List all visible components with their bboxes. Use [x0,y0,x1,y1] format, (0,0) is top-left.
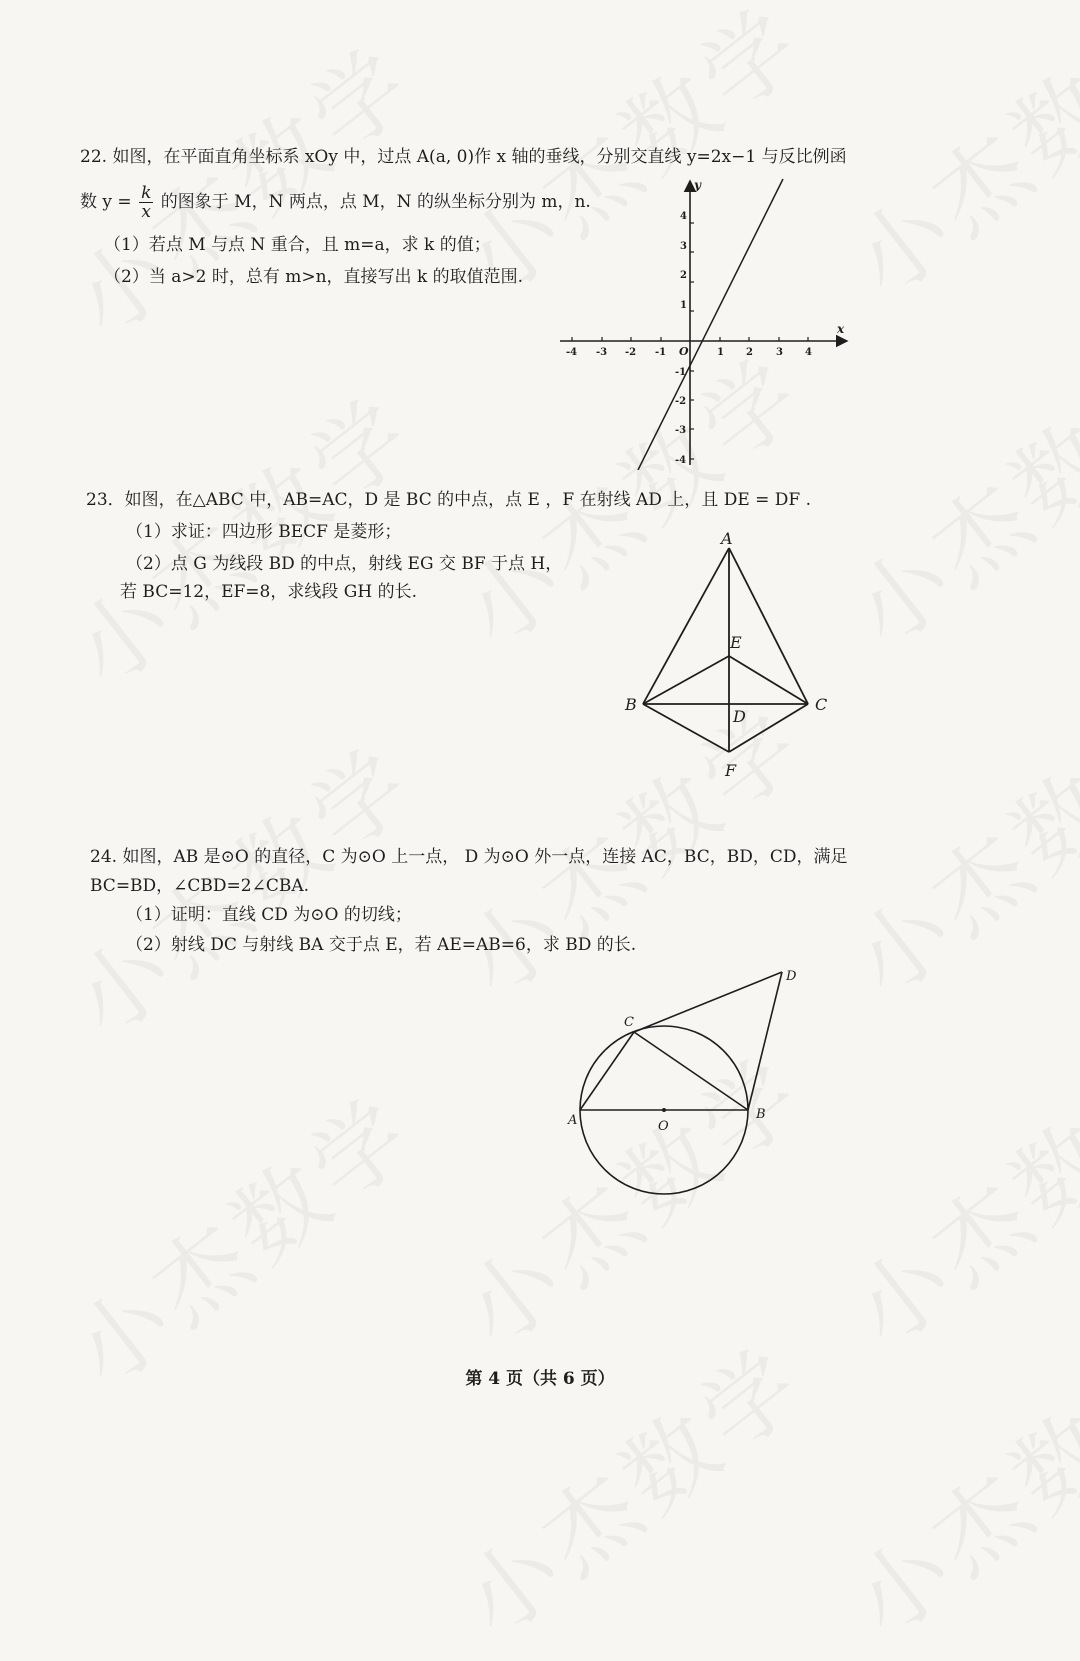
q24-part2: （2）射线 DC 与射线 BA 交于点 E，若 AE=AB=6，求 BD 的长. [126,935,637,955]
point-label-c: C [815,695,828,714]
point-label-c: C [624,1015,634,1030]
x-tick-label: 4 [805,347,812,358]
point-label-e: E [730,633,742,652]
y-tick-label: -1 [675,367,687,378]
watermark [822,1021,1080,1371]
point-label-a: A [721,529,733,548]
fraction-denominator: x [141,202,152,222]
triangle-rhombus-figure [615,528,845,783]
watermark [42,1061,438,1411]
line-y-2x-1 [638,179,783,470]
coordinate-plane-figure [555,175,855,470]
q22-line2-suffix: 的图象于 M，N 两点，点 M，N 的纵坐标分别为 m，n. [160,192,591,212]
watermark [822,0,1080,321]
q22-line2-prefix: 数 y = [80,192,132,212]
q24-part1: （1）证明：直线 CD 为⊙O 的切线； [126,905,412,925]
point-label-b: B [625,695,637,714]
x-tick-label: 1 [717,347,724,358]
point-label-o: O [658,1119,669,1134]
point-label-d: D [733,707,746,726]
point-label-a: A [568,1113,578,1128]
q24-stem-line2: BC=BD，∠CBD=2∠CBA. [90,876,310,896]
x-tick-label: 3 [776,347,783,358]
x-tick-label: -1 [655,347,667,358]
x-tick-label: -3 [596,347,608,358]
k-over-x-fraction [139,184,153,221]
q23-stem: 23．如图，在△ABC 中，AB=AC，D 是 BC 的中点，点 E ，F 在射线 AD 上，且 DE = DF . [86,490,812,510]
watermark [822,671,1080,1021]
y-tick-label: -3 [675,425,687,436]
circle-tangent-figure [560,960,810,1200]
q23-part2-line1: （2）点 G 为线段 BD 的中点，射线 EG 交 BF 于点 H， [126,554,563,574]
y-tick-label: 2 [680,270,687,281]
q22-stem-line1: 22. 如图，在平面直角坐标系 xOy 中，过点 A(a, 0)作 x 轴的垂线，分别交直线 y=2x−1 与反比例函 [80,147,847,167]
watermark [822,321,1080,671]
page-number-footer: 第 4 页（共 6 页） [465,1369,615,1389]
x-tick-label: -4 [566,347,578,358]
point-label-d: D [786,969,797,984]
point-label-f: F [725,761,737,780]
x-tick-label: 2 [746,347,753,358]
fraction-numerator: k [141,183,152,203]
q22-part2: （2）当 a>2 时，总有 m>n，直接写出 k 的取值范围. [104,267,524,287]
center-point [662,1108,666,1112]
origin-label: O [679,345,689,358]
q22-stem-line2 [80,180,591,224]
q24-stem-line1: 24. 如图，AB 是⊙O 的直径，C 为⊙O 上一点， D 为⊙O 外一点，连接 AC，BC，BD，CD，满足 [90,847,848,867]
y-tick-label: 4 [680,211,687,222]
y-axis-label: y [694,178,701,192]
x-tick-label: -2 [625,347,637,358]
x-axis-label: x [837,322,845,336]
y-tick-label: -4 [675,455,687,466]
y-tick-label: 3 [680,241,687,252]
y-tick-label: 1 [680,300,687,311]
q23-part1: （1）求证：四边形 BECF 是菱形； [126,522,402,542]
q22-part1: （1）若点 M 与点 N 重合，且 m=a，求 k 的值； [104,235,491,255]
point-label-b: B [756,1107,766,1122]
y-tick-label: -2 [675,396,687,407]
q23-part2-line2: 若 BC=12，EF=8，求线段 GH 的长. [120,582,417,602]
